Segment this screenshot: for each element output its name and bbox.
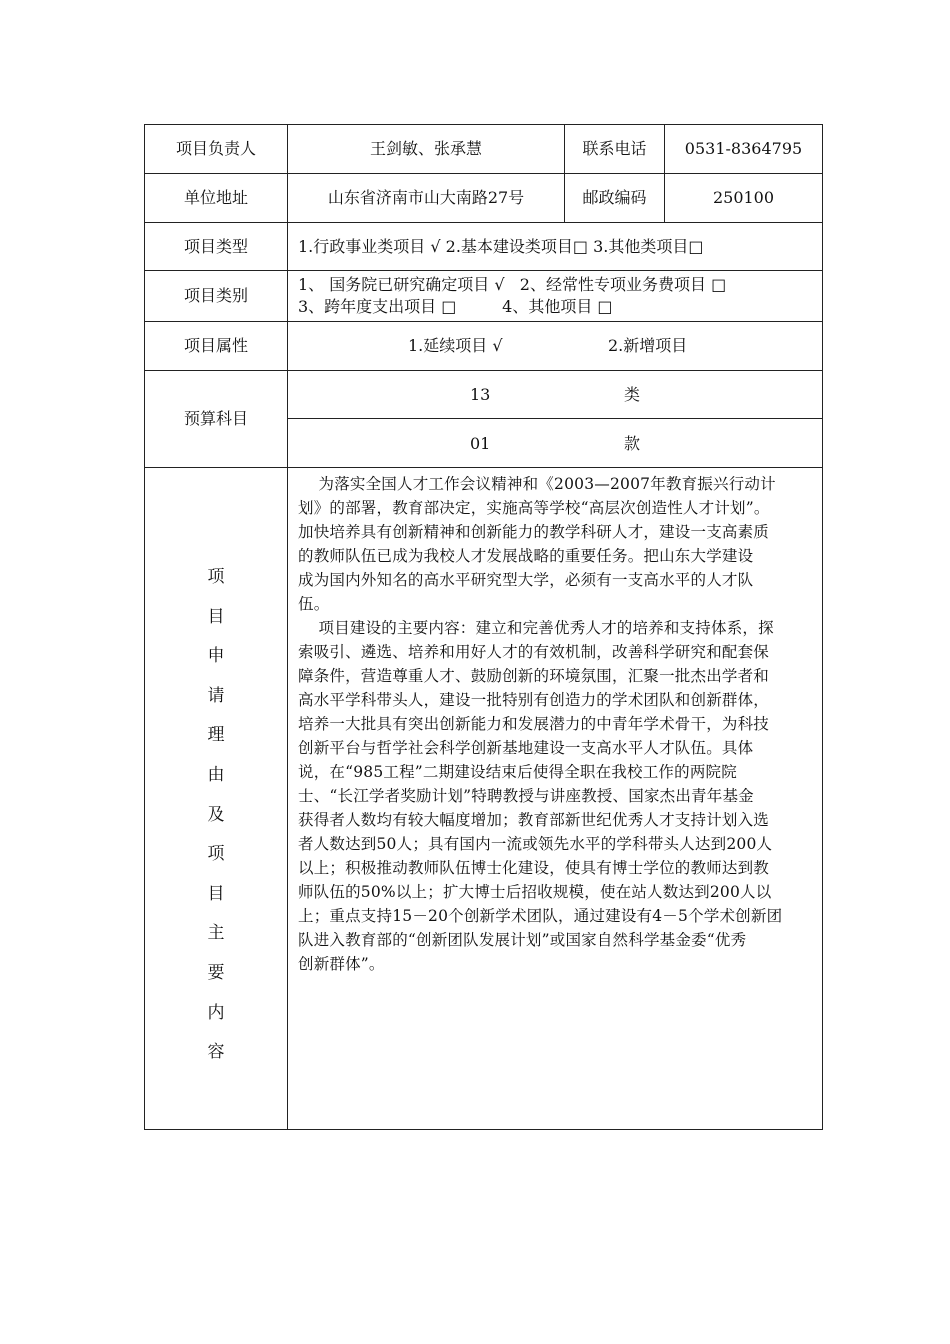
reason-label-char: 申 xyxy=(207,646,225,667)
leader-value: 王剑敏、张承慧 xyxy=(369,139,482,158)
reason-label-char: 主 xyxy=(207,923,225,944)
reason-label-char: 内 xyxy=(207,1002,225,1023)
budget-class-unit: 类 xyxy=(624,385,641,404)
attribute-label: 项目属性 xyxy=(183,336,248,355)
leader-label-cell xyxy=(145,125,288,174)
reason-label-char: 由 xyxy=(207,765,225,785)
reason-line: 创新群体”。 xyxy=(298,955,385,973)
category-label-cell xyxy=(145,271,288,322)
leader-value-cell xyxy=(288,125,565,174)
attribute-value-cell xyxy=(288,322,822,371)
reason-line: 伍。 xyxy=(298,595,330,613)
reason-line: 培养一大批具有突出创新能力和发展潜力的中青年学术骨干，为科技 xyxy=(298,715,770,733)
phone-label-cell xyxy=(565,125,665,174)
postcode-label-cell xyxy=(565,174,665,223)
budget-label-cell xyxy=(145,371,288,468)
reason-line: 师队伍的50%以上；扩大博士后招收规模，使在站人数达到200人以 xyxy=(298,883,772,901)
reason-label-char: 项 xyxy=(207,844,225,865)
category-line-1: 1、 国务院已研究确定项目 √ 2、经常性专项业务费项目 □ xyxy=(298,275,727,294)
reason-line: 士、“长江学者奖励计划”特聘教授与讲座教授、国家杰出青年基金 xyxy=(298,787,754,805)
reason-label-char: 容 xyxy=(207,1042,225,1063)
reason-label-char: 目 xyxy=(207,606,225,627)
address-label: 单位地址 xyxy=(183,188,248,207)
postcode-label: 邮政编码 xyxy=(582,188,647,207)
reason-line: 划》的部署，教育部决定，实施高等学校“高层次创造性人才计划”。 xyxy=(298,499,770,517)
reason-label-char: 目 xyxy=(207,883,225,904)
reason-line: 队进入教育部的“创新团队发展计划”或国家自然科学基金委“优秀 xyxy=(298,931,747,949)
phone-label: 联系电话 xyxy=(582,139,647,158)
attribute-option-new: 2.新增项目 xyxy=(608,336,688,355)
reason-line: 上；重点支持15－20个创新学术团队，通过建设有4－5个学术创新团 xyxy=(298,907,783,925)
reason-label-char: 要 xyxy=(207,963,225,983)
type-label: 项目类型 xyxy=(183,236,248,256)
reason-line: 创新平台与哲学社会科学创新基地建设一支高水平人才队伍。具体 xyxy=(298,739,754,757)
budget-item-unit: 款 xyxy=(624,434,641,453)
phone-value-cell xyxy=(665,125,822,174)
budget-item-number: 01 xyxy=(470,434,491,453)
reason-line: 的教师队伍已成为我校人才发展战略的重要任务。把山东大学建设 xyxy=(298,547,754,565)
reason-line: 说，在“985工程”二期建设结束后使得全职在我校工作的两院院 xyxy=(298,763,737,781)
reason-line: 成为国内外知名的高水平研究型大学，必须有一支高水平的人才队 xyxy=(298,571,754,589)
postcode-value: 250100 xyxy=(712,188,775,207)
reason-line: 获得者人数均有较大幅度增加；教育部新世纪优秀人才支持计划入选 xyxy=(298,811,770,829)
reason-line: 为落实全国人才工作会议精神和《2003—2007年教育振兴行动计 xyxy=(298,475,776,493)
reason-line: 项目建设的主要内容：建立和完善优秀人才的培养和支持体系，探 xyxy=(298,619,774,637)
project-form-table xyxy=(144,124,823,1130)
budget-item-cell xyxy=(288,419,822,468)
attribute-option-continued: 1.延续项目 √ xyxy=(408,336,503,355)
type-label-cell xyxy=(145,223,288,271)
leader-label: 项目负责人 xyxy=(175,139,256,158)
reason-line: 索吸引、遴选、培养和用好人才的有效机制，改善科学研究和配套保 xyxy=(298,643,770,661)
category-line-2: 3、跨年度支出项目 □ 4、其他项目 □ xyxy=(298,297,613,316)
address-value-cell xyxy=(288,174,565,223)
attribute-label-cell xyxy=(145,322,288,371)
reason-label-char: 理 xyxy=(207,725,225,746)
reason-label-char: 项 xyxy=(207,567,225,587)
reason-label-char: 请 xyxy=(207,685,225,706)
address-label-cell xyxy=(145,174,288,223)
address-value: 山东省济南市山大南路27号 xyxy=(327,188,525,207)
budget-class-cell xyxy=(288,371,822,419)
reason-label-char: 及 xyxy=(207,804,225,825)
reason-content-cell xyxy=(288,468,822,1129)
reason-line: 高水平学科带头人，建设一批特别有创造力的学术团队和创新群体， xyxy=(298,691,770,709)
category-value-cell xyxy=(288,271,822,322)
reason-line: 以上；积极推动教师队伍博士化建设，使具有博士学位的教师达到教 xyxy=(298,859,770,877)
reason-line: 者人数达到50人；具有国内一流或领先水平的学科带头人达到200人 xyxy=(298,835,773,853)
postcode-value-cell xyxy=(665,174,822,223)
type-value-cell xyxy=(288,223,822,271)
type-value: 1.行政事业类项目 √ 2.基本建设类项目□ 3.其他类项目□ xyxy=(298,236,704,256)
phone-value: 0531-8364795 xyxy=(684,139,803,158)
budget-class-number: 13 xyxy=(470,385,491,404)
reason-line: 障条件，营造尊重人才、鼓励创新的环境氛围，汇聚一批杰出学者和 xyxy=(298,667,770,685)
reason-label-cell xyxy=(145,468,288,1129)
budget-label: 预算科目 xyxy=(183,409,248,428)
reason-line: 加快培养具有创新精神和创新能力的教学科研人才，建设一支高素质 xyxy=(298,523,770,541)
category-label: 项目类别 xyxy=(183,286,248,305)
